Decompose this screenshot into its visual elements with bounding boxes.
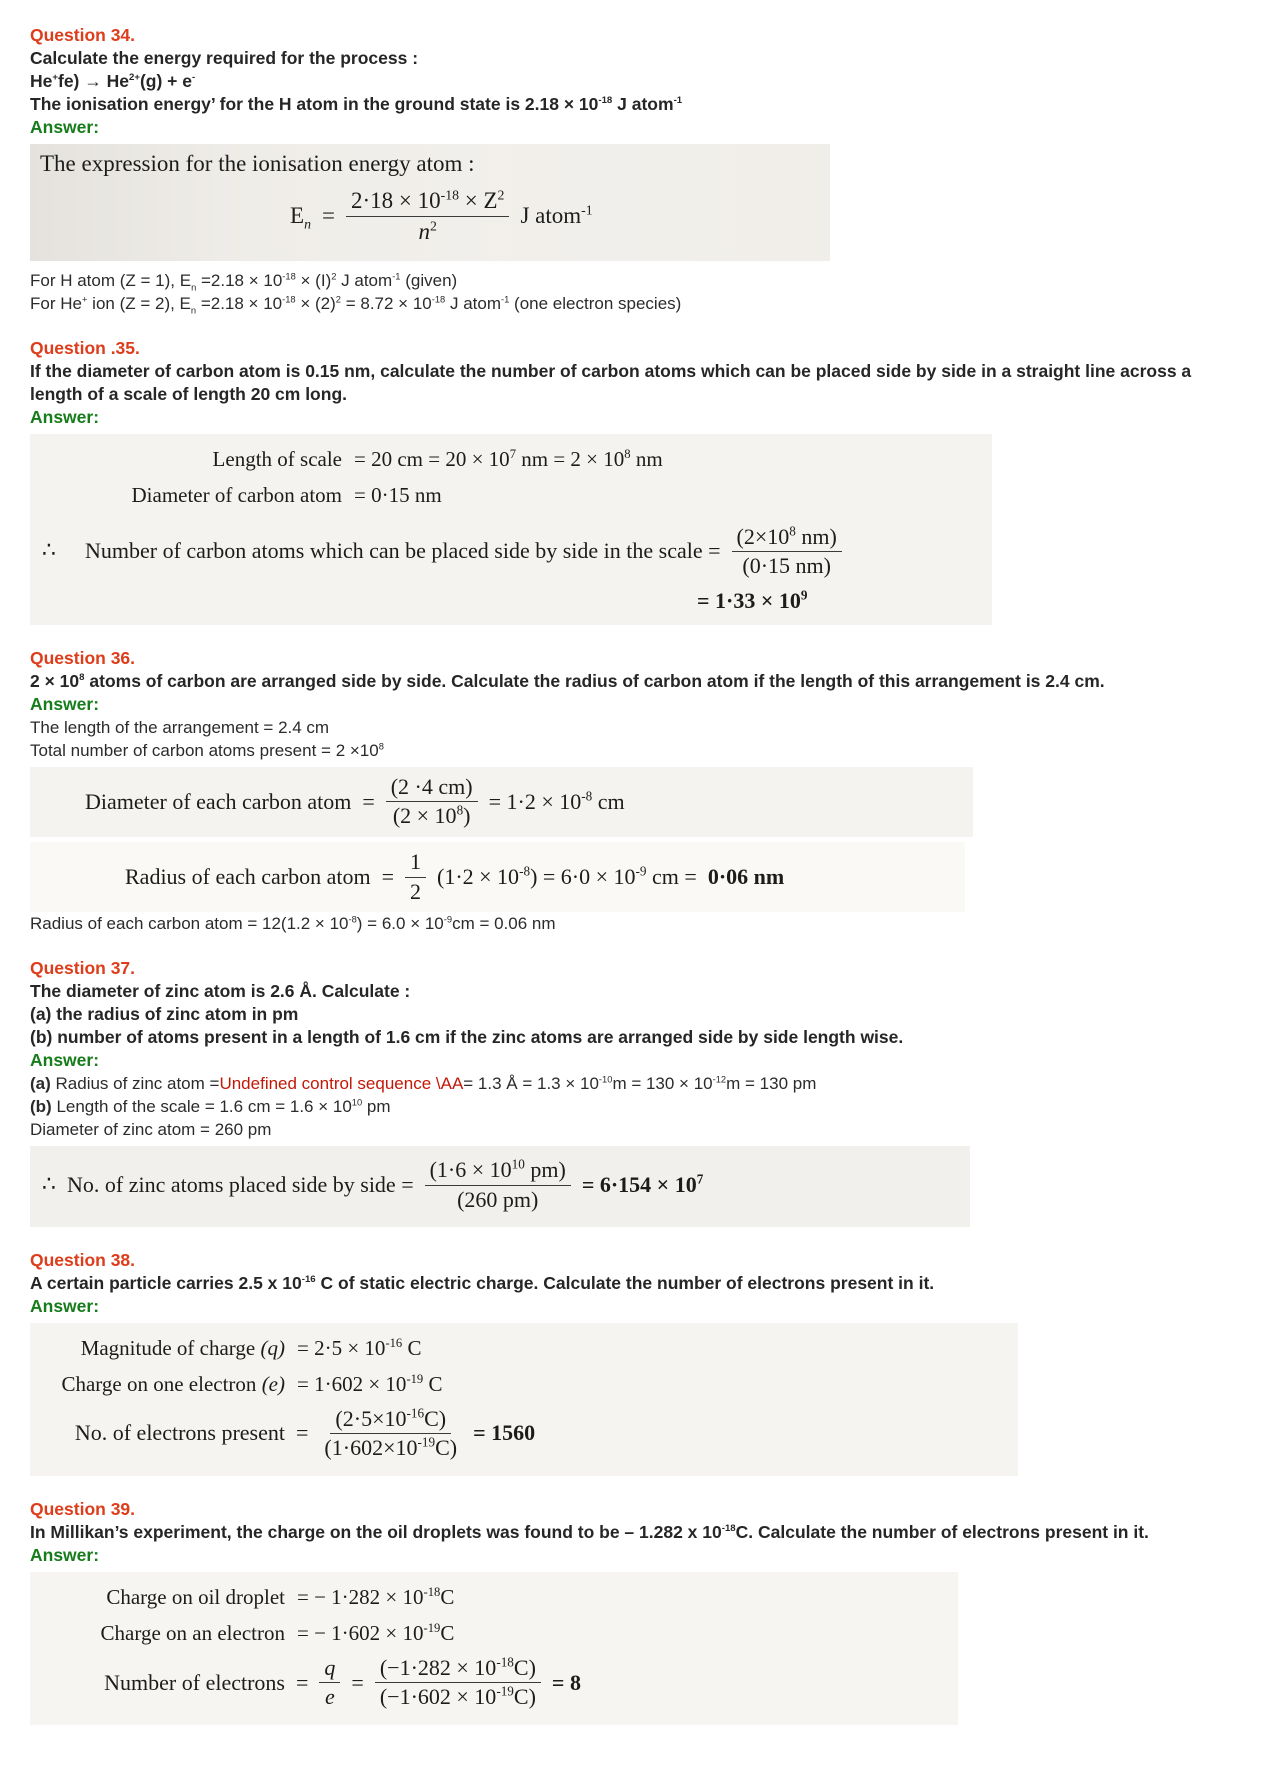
fraction-denominator: $(-1\cdot 602 \times 10^{-19}C)$ <box>379 1684 536 1710</box>
equation-value: = 0·15 nm <box>354 482 442 507</box>
question-title: Question .35. <box>30 337 140 358</box>
scan-equation-line <box>42 477 992 513</box>
therefore-symbol: ∴ <box>42 538 56 564</box>
fraction-numerator: (2 ·4 cm) <box>386 775 478 803</box>
equals-sign: = <box>296 1669 309 1695</box>
equation-value: = $2\cdot 5 \times 10^{-16}$ C <box>297 1335 422 1360</box>
equation-label: Charge on oil droplet <box>106 1584 285 1609</box>
equation-label: Charge on one electron (e) <box>61 1371 285 1396</box>
scan-equation-line <box>50 1615 958 1651</box>
fraction-denominator: e <box>325 1684 335 1710</box>
fraction-numerator: ($2\times 10^8$ nm) <box>732 525 842 553</box>
answer-label: Answer: <box>30 693 100 714</box>
scan-equation-line <box>50 1366 1018 1402</box>
fraction <box>732 525 842 579</box>
fraction-denominator: (260 pm) <box>457 1186 539 1212</box>
derivation-line: The length of the arrangement = 2.4 cm <box>30 717 330 737</box>
question-statement-line: The diameter of zinc atom is 2.6 Å. Calculate : <box>30 981 411 1002</box>
fraction-numerator: $2\cdot 18 \times 10^{-18} \times Z^2$ <box>346 188 509 217</box>
derivation-line: Total number of carbon atoms present = $2 \times 10^8$ <box>30 740 384 760</box>
formula-suffix: $(1\cdot 2 \times 10^{-8}) = 6\cdot 0 \times 10^{-9}$ cm = <box>437 863 697 889</box>
question-34-section <box>30 24 1245 315</box>
question-title: Question 37. <box>30 958 136 979</box>
formula-result: = 8 <box>551 1669 581 1695</box>
latex-error-text: Undefined control sequence \AA <box>219 1074 464 1094</box>
equals-sign: = <box>296 1420 309 1446</box>
equals-sign: = <box>362 788 375 814</box>
question-statement-line: A certain particle carries 2.5 x $10^{-16}$ C of static electric charge. Calculate the number of electrons present in it. <box>30 1272 935 1293</box>
question-statement-line: (b) number of atoms present in a length of 1.6 cm if the zinc atoms are arranged side by side length wise. <box>30 1027 904 1048</box>
equals-sign: = <box>381 863 394 889</box>
derivation-line: For H atom (Z = 1), $E_n =2.18 \times 10^{-18} \times (I)^2$ J atom$^{-1}$ (given) <box>30 270 458 292</box>
equation-value: = − $1\cdot 602 \times 10^{-19}C$ <box>297 1620 455 1645</box>
formula-line <box>42 513 992 584</box>
formula-result: 0·06 nm <box>707 863 785 889</box>
scanned-answer-image <box>30 434 992 625</box>
formula-suffix: = $1\cdot 2 \times 10^{-8}$ cm <box>488 788 625 814</box>
scanned-answer-image <box>30 842 965 912</box>
fraction <box>319 1656 340 1710</box>
formula-lhs: Number of carbon atoms which can be placed side by side in the scale = <box>85 538 721 564</box>
equation-label: Diameter of carbon atom <box>131 482 342 507</box>
derivation-text: Radius of zinc atom = <box>50 1074 220 1094</box>
question-title: Question 38. <box>30 1249 136 1270</box>
fraction <box>346 188 509 245</box>
scan-equation-line <box>50 1579 958 1615</box>
scan-equation-line <box>42 441 992 477</box>
formula-line <box>50 1402 1018 1466</box>
question-36-section <box>30 647 1245 936</box>
fraction-numerator: $(-1\cdot 282 \times 10^{-18}C)$ <box>375 1656 541 1684</box>
answer-label: Answer: <box>30 117 100 137</box>
fraction-numerator: 1 <box>405 850 426 878</box>
equation-value: = 20 cm = $20 \times 10^7$ nm = $2 \times 10^8$ nm <box>354 446 663 471</box>
fraction-denominator: 2 <box>410 878 421 904</box>
question-37-section <box>30 957 1245 1226</box>
fraction <box>375 1656 541 1710</box>
derivation-line: Radius of each carbon atom = $12(1.2 \times 10^{-8}) = 6.0 \times 10^{-9}cm = 0.06$ nm <box>30 914 556 934</box>
formula-line <box>125 845 965 909</box>
scanned-answer-image <box>30 767 973 837</box>
question-statement-line: $2 \times 10^8$ atoms of carbon are arranged side by side. Calculate the radius of carbon atom if the length of this arrangement is 2.4 cm. <box>30 670 1105 691</box>
fraction-denominator: $(2 \times 10^8)$ <box>392 803 471 829</box>
question-statement-line: $He^+fe) \to He^{2+}(g) + e^-$ <box>30 71 196 91</box>
question-35-section <box>30 337 1245 625</box>
equation-value: = $1\cdot 602 \times 10^{-19}$ C <box>297 1371 443 1396</box>
derivation-text: = 1.3 Å = $1.3 \times 10^{-10}m = 130 \times 10^{-12}m = 130$ pm <box>463 1074 817 1094</box>
fraction <box>425 1158 571 1212</box>
question-statement-line: The ionisation energy’ for the H atom in the ground state is $2.18 \times 10^{-18}$ J atom$^{-1}$ <box>30 94 683 114</box>
scan-equation-line <box>50 1330 1018 1366</box>
question-statement-line: Calculate the energy required for the process : <box>30 48 419 68</box>
fraction-numerator: $(2\cdot 5\times 10^{-16}C)$ <box>330 1407 451 1435</box>
item-label: (b) <box>30 1097 52 1117</box>
fraction <box>386 775 478 829</box>
formula-line <box>290 180 830 255</box>
answer-label: Answer: <box>30 1295 100 1316</box>
fraction-numerator: q <box>319 1656 340 1684</box>
scanned-answer-image <box>30 1146 970 1226</box>
formula-lhs: Radius of each carbon atom <box>125 863 371 889</box>
therefore-symbol: ∴ <box>42 1172 56 1198</box>
formula-result: = 1560 <box>473 1420 536 1446</box>
equation-label: Magnitude of charge (q) <box>80 1335 285 1360</box>
formula-suffix: J atom$^{-1}$ <box>520 202 593 229</box>
formula-lhs: Number of electrons <box>104 1669 285 1695</box>
question-statement-line: (a) the radius of zinc atom in pm <box>30 1004 299 1025</box>
formula-result: = $6\cdot 154 \times 10^7$ <box>581 1171 704 1198</box>
question-38-section <box>30 1249 1245 1476</box>
answer-label: Answer: <box>30 1544 100 1565</box>
equation-value: = − $1\cdot 282 \times 10^{-18}C$ <box>297 1584 455 1609</box>
formula-lhs: No. of electrons present <box>74 1420 285 1446</box>
question-statement-line: In Millikan’s experiment, the charge on the oil droplets was found to be – 1.282 x $10^{-18}C$. Calculate the number of electrons present in it. <box>30 1521 1149 1542</box>
question-title: Question 36. <box>30 647 136 668</box>
answer-label: Answer: <box>30 1050 100 1071</box>
question-title: Question 34. <box>30 25 136 45</box>
item-label: (a) <box>30 1074 51 1094</box>
scanned-answer-image <box>30 1572 958 1725</box>
formula-line <box>85 770 973 834</box>
scanned-answer-image <box>30 144 830 261</box>
derivation-line <box>30 1095 1245 1118</box>
answer-label: Answer: <box>30 406 100 427</box>
formula-lhs: Diameter of each carbon atom <box>85 788 352 814</box>
equation-label: Charge on an electron <box>100 1620 285 1645</box>
equals-sign: = <box>321 203 335 229</box>
formula-line <box>42 1153 970 1217</box>
question-statement-line: If the diameter of carbon atom is 0.15 nm, calculate the number of carbon atoms which can be placed side by side in a straight line across a length of a scale of length 20 cm long. <box>30 360 1192 404</box>
equation-label: Length of scale <box>212 446 342 471</box>
formula-result: = $1\cdot 33 \times 10^9$ <box>697 587 808 613</box>
derivation-line <box>30 1072 1245 1095</box>
formula-lhs: $E_n$ <box>290 203 311 233</box>
question-title: Question 39. <box>30 1498 136 1519</box>
fraction-denominator: (0·15 nm) <box>742 553 831 579</box>
fraction <box>405 850 426 904</box>
equals-sign: = <box>351 1669 364 1695</box>
fraction-numerator: ($1\cdot 6 \times 10^{10}$ pm) <box>425 1158 571 1186</box>
derivation-line: Diameter of zinc atom = 260 pm <box>30 1120 272 1140</box>
derivation-line: For He+ ion (Z = 2), $E_n =2.18 \times 10^{-18} \times (2)^2 = 8.72 \times 10^{-18}$ J atom$^{-1}$ (one electron species) <box>30 293 682 315</box>
scanned-answer-image <box>30 1323 1018 1476</box>
formula-lhs: No. of zinc atoms placed side by side = <box>67 1172 414 1198</box>
derivation-text: Length of the scale = 1.6 cm = $1.6 \times 10^{10}$ pm <box>51 1097 391 1117</box>
formula-line <box>50 1651 958 1715</box>
question-39-section <box>30 1498 1245 1725</box>
fraction-denominator: $(1\cdot 602\times 10^{-19}C)$ <box>324 1434 458 1461</box>
fraction <box>319 1407 462 1461</box>
fraction-denominator: $n^2$ <box>418 218 437 244</box>
scan-text-line: The expression for the ionisation energy atom : <box>40 151 475 176</box>
